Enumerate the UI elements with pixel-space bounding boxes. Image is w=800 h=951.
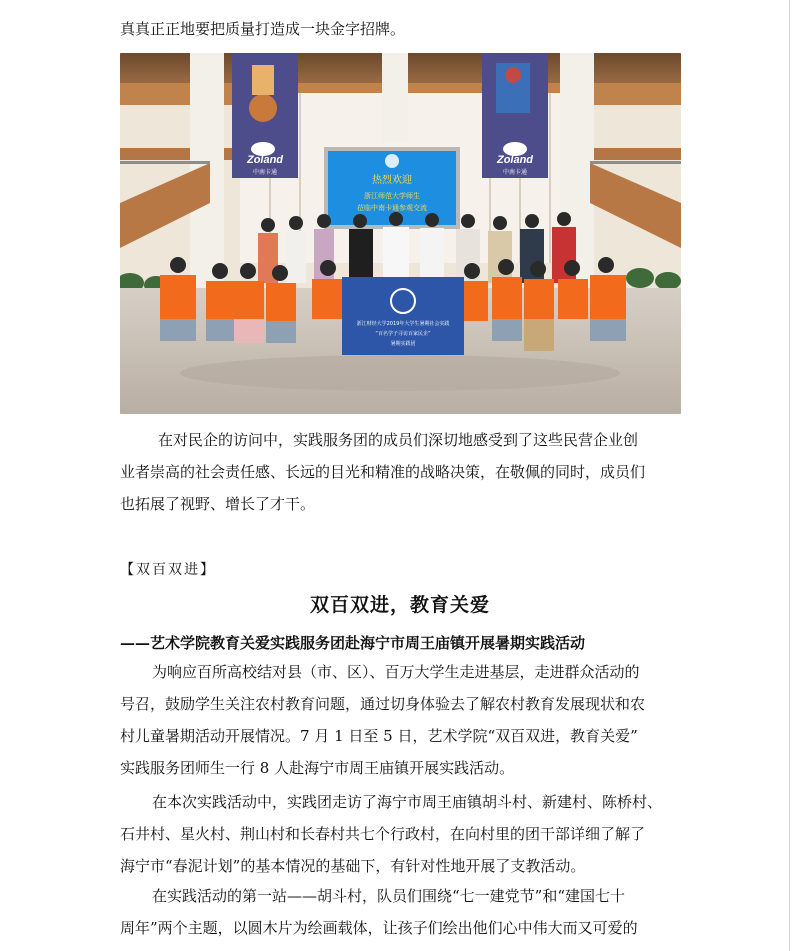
banner-left — [232, 53, 298, 178]
article-p2-line-1: 在本次实践活动中，实践团走访了海宁市周王庙镇胡斗村、新建村、陈桥村、 — [152, 793, 663, 811]
university-flag — [342, 277, 464, 355]
article-p1-line-1: 为响应百所高校结对县（市、区）、百万大学生走进基层，走进群众活动的 — [152, 663, 640, 681]
paragraph-intro-end: 真真正正地要把质量打造成一块金字招牌。 — [120, 20, 406, 38]
group-photo — [120, 53, 681, 414]
banner-left-brand-sub: 中南卡通 — [252, 169, 278, 176]
paragraph-visit-line-2: 业者崇高的社会责任感、长远的目光和精准的战略决策，在敬佩的同时，成员们 — [120, 463, 646, 481]
flag-text-3: 暑期实践团 — [390, 341, 416, 347]
paragraph-visit-line-3: 也拓展了视野、增长了才干。 — [120, 495, 316, 513]
screen-text-3: 莅临中南卡通参观交流 — [357, 204, 427, 212]
banner-right-brand: Zoland — [496, 154, 534, 166]
article-p3-line-2: 周年”两个主题，以圆木片为绘画载体，让孩子们绘出他们心中伟大而又可爱的 — [120, 919, 638, 937]
article-p1-line-3: 村儿童暑期活动开展情况。7 月 1 日至 5 日，艺术学院“双百双进，教育关爱” — [120, 727, 638, 745]
banner-left-brand: Zoland — [246, 154, 284, 166]
article-p2-line-3: 海宁市“春泥计划”的基本情况的基础下，有针对性地开展了支教活动。 — [120, 857, 586, 875]
screen-text-2: 浙江师范大学师生 — [364, 192, 420, 200]
article-title: 双百双进，教育关爱 — [309, 594, 490, 616]
article-p3-line-1: 在实践活动的第一站——胡斗村，队员们围绕“七一建党节”和“建国七十 — [152, 887, 626, 905]
flag-text-1: 浙江财经大学2019年大学生暑期社会实践 — [356, 321, 450, 327]
screen-text-1: 热烈欢迎 — [372, 175, 412, 186]
article-p1-line-4: 实践服务团师生一行 8 人赴海宁市周王庙镇开展实践活动。 — [120, 759, 515, 777]
article-subtitle: ——艺术学院教育关爱实践服务团赴海宁市周王庙镇开展暑期实践活动 — [120, 634, 586, 652]
article-p1-line-2: 号召，鼓励学生关注农村教育问题，通过切身体验去了解农村教育发展现状和农 — [120, 695, 646, 713]
section-tag: 【双百双进】 — [120, 562, 216, 578]
banner-right — [482, 53, 548, 178]
paragraph-visit-line-1: 在对民企的访问中，实践服务团的成员们深切地感受到了这些民营企业创 — [158, 431, 639, 449]
flag-text-2: “百名学子寻访百家民企” — [375, 331, 431, 337]
page-right-border — [789, 0, 790, 951]
article-p2-line-2: 石井村、星火村、荆山村和长春村共七个行政村，在向村里的团干部详细了解了 — [120, 825, 646, 843]
banner-right-brand-sub: 中南卡通 — [502, 169, 528, 176]
